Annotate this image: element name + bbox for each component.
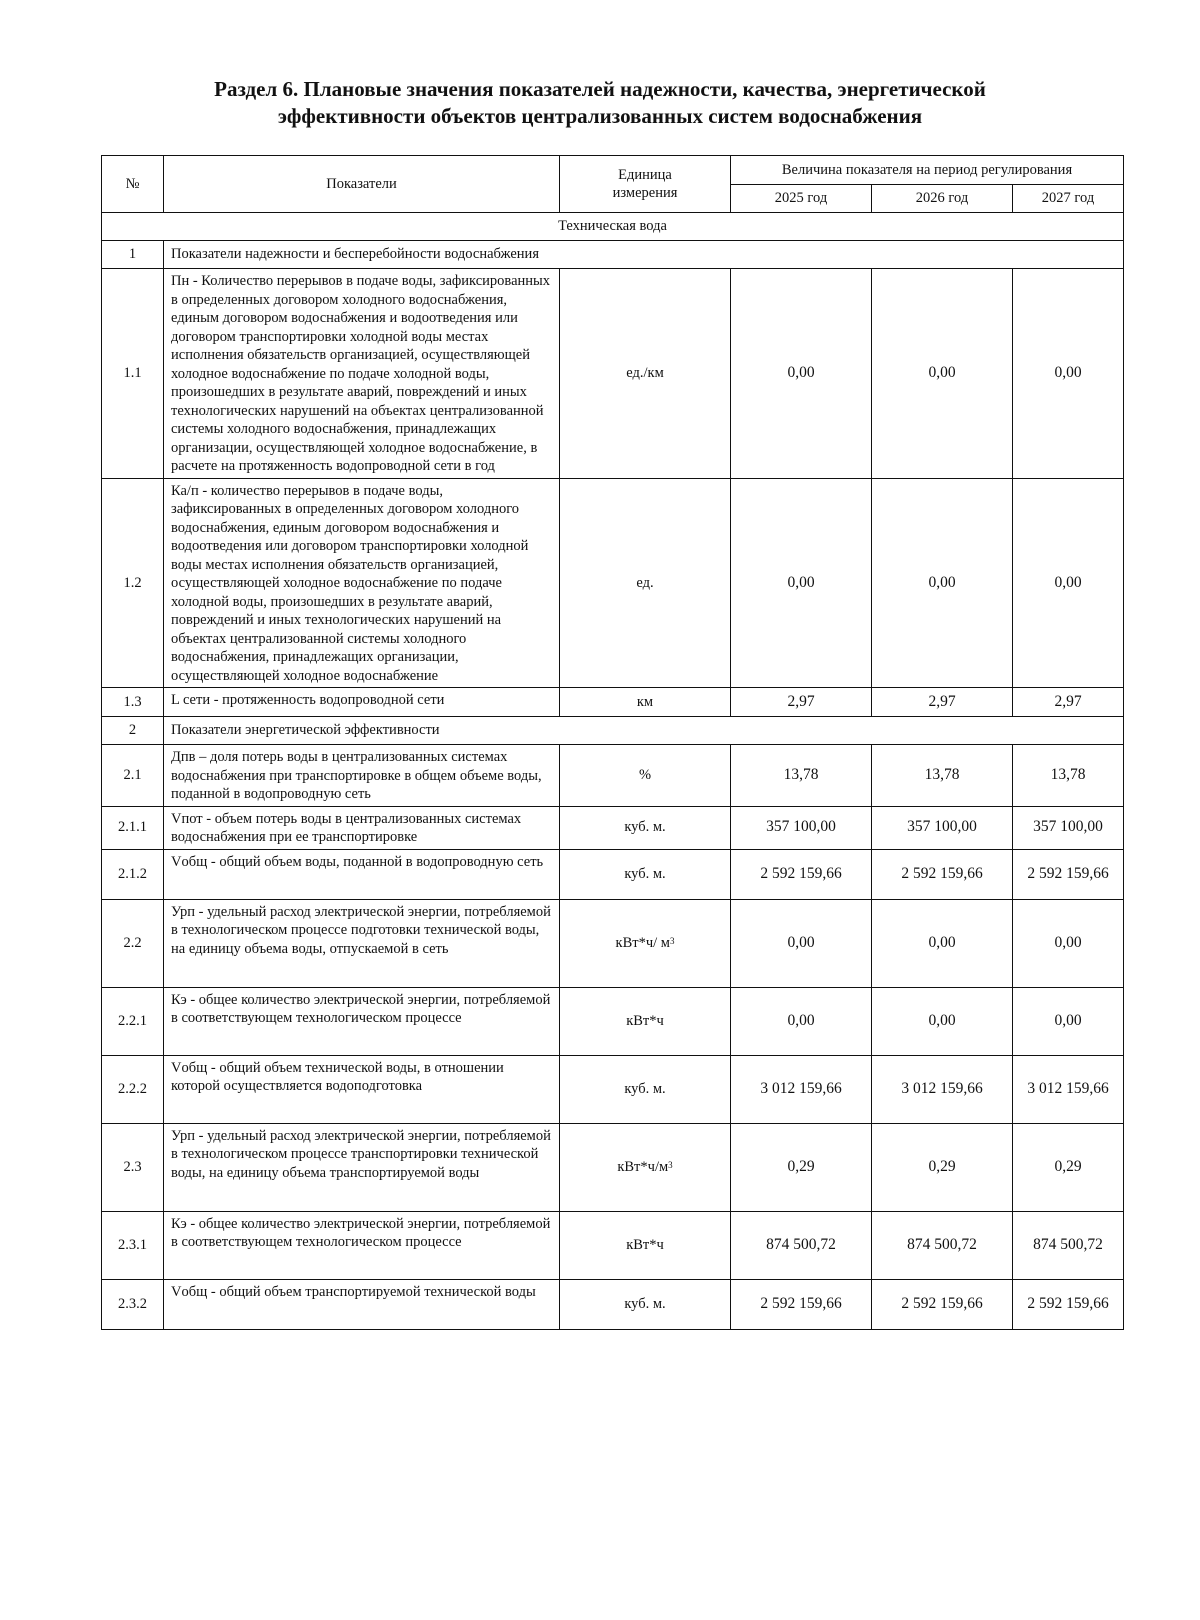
value-2027: 2 592 159,66	[1013, 1279, 1124, 1329]
value-2025: 357 100,00	[731, 806, 872, 849]
value-2027: 2,97	[1013, 688, 1124, 717]
table-row	[102, 745, 1124, 807]
row-no: 2.1	[102, 745, 164, 807]
header-indicators: Показатели	[164, 156, 560, 213]
value-2027: 0,29	[1013, 1123, 1124, 1211]
row-no: 2.3.1	[102, 1211, 164, 1279]
value-2027: 3 012 159,66	[1013, 1055, 1124, 1123]
value-2025: 13,78	[731, 745, 872, 807]
value-2026: 874 500,72	[872, 1211, 1013, 1279]
table-row	[102, 688, 1124, 717]
unit-superscript: 3	[668, 1159, 673, 1170]
row-no: 2.2.2	[102, 1055, 164, 1123]
row-description: Кэ - общее количество электрической энергии, потребляемой в соответствующем технологическом процессе	[164, 987, 560, 1055]
table-row	[102, 806, 1124, 849]
row-description: Урп - удельный расход электрической энергии, потребляемой в технологическом процессе подготовки технической воды, на единицу объема воды, отпускаемой в сеть	[164, 899, 560, 987]
value-2026: 2,97	[872, 688, 1013, 717]
row-unit: куб. м.	[560, 1055, 731, 1123]
row-no: 2.2.1	[102, 987, 164, 1055]
value-2026: 0,29	[872, 1123, 1013, 1211]
value-2026: 3 012 159,66	[872, 1055, 1013, 1123]
unit-superscript: 3	[669, 935, 675, 946]
header-year-2025: 2025 год	[731, 185, 872, 213]
header-no: №	[102, 156, 164, 213]
header-unit-line1: Единица	[618, 166, 672, 183]
row-unit: км	[560, 688, 731, 717]
row-description: Ка/п - количество перерывов в подаче воды, зафиксированных в определенных договором холодного водоснабжения, единым договором водоснабжения и водоотведения или договором транспортировки холодной воды местах исполнения обязательств организацией, осуществляющей холодное водоснабжение по подаче холодной воды, произошедших в результате аварий, повреждений и иных технологических нарушений на объектах централизованной системы холодного водоснабжения, принадлежащих организации, осуществляющей холодное водоснабжение	[164, 478, 560, 688]
value-2025: 2 592 159,66	[731, 849, 872, 899]
header-period: Величина показателя на период регулирования	[731, 156, 1124, 185]
value-2025: 0,00	[731, 269, 872, 479]
row-unit	[560, 899, 731, 987]
row-no: 2.3.2	[102, 1279, 164, 1329]
unit-text: кВт*ч/м	[617, 1158, 669, 1175]
value-2027: 13,78	[1013, 745, 1124, 807]
section-row-2	[102, 717, 1124, 745]
row-description: Vпот - объем потерь воды в централизованных системах водоснабжения при ее транспортировке	[164, 806, 560, 849]
table-row	[102, 1123, 1124, 1211]
row-unit	[560, 1123, 731, 1211]
header-year-2026: 2026 год	[872, 185, 1013, 213]
section-no: 1	[102, 241, 164, 269]
row-unit: кВт*ч	[560, 1211, 731, 1279]
value-2025: 3 012 159,66	[731, 1055, 872, 1123]
value-2025: 0,00	[731, 478, 872, 688]
value-2026: 2 592 159,66	[872, 1279, 1013, 1329]
row-description: L сети - протяженность водопроводной сети	[164, 688, 560, 717]
value-2027: 2 592 159,66	[1013, 849, 1124, 899]
row-unit: куб. м.	[560, 849, 731, 899]
value-2027: 0,00	[1013, 478, 1124, 688]
row-unit: куб. м.	[560, 1279, 731, 1329]
value-2027: 874 500,72	[1013, 1211, 1124, 1279]
row-no: 2.1.2	[102, 849, 164, 899]
value-2025: 0,29	[731, 1123, 872, 1211]
section-title: Показатели энергетической эффективности	[164, 717, 1124, 745]
row-description: Пн - Количество перерывов в подаче воды, зафиксированных в определенных договором холодного водоснабжения, единым договором водоснабжения и водоотведения или договором транспортировки холодной воды местах исполнения обязательств организацией, осуществляющей холодное водоснабжение по подаче холодной воды, произошедших в результате аварий, повреждений и иных технологических нарушений на объектах централизованной системы холодного водоснабжения, принадлежащих организации, осуществляющей холодное водоснабжение, в расчете на протяженность водопроводной сети в год	[164, 269, 560, 479]
table-row	[102, 478, 1124, 688]
row-description: Vобщ - общий объем транспортируемой технической воды	[164, 1279, 560, 1329]
row-description: Кэ - общее количество электрической энергии, потребляемой в соответствующем технологическом процессе	[164, 1211, 560, 1279]
row-no: 1.1	[102, 269, 164, 479]
header-unit	[560, 156, 731, 213]
value-2026: 2 592 159,66	[872, 849, 1013, 899]
table-row	[102, 899, 1124, 987]
category-label: Техническая вода	[102, 213, 1124, 241]
value-2027: 357 100,00	[1013, 806, 1124, 849]
header-unit-line2: измерения	[612, 185, 678, 201]
value-2026: 0,00	[872, 478, 1013, 688]
table-row	[102, 1279, 1124, 1329]
value-2025: 0,00	[731, 899, 872, 987]
row-description: Vобщ - общий объем воды, поданной в водопроводную сеть	[164, 849, 560, 899]
value-2026: 13,78	[872, 745, 1013, 807]
indicators-table	[101, 155, 1124, 1330]
value-2027: 0,00	[1013, 269, 1124, 479]
title-line-1: Раздел 6. Плановые значения показателей надежности, качества, энергетической	[214, 77, 986, 101]
value-2027: 0,00	[1013, 987, 1124, 1055]
header-year-2027: 2027 год	[1013, 185, 1124, 213]
document-title	[120, 76, 1080, 130]
row-description: Урп - удельный расход электрической энергии, потребляемой в технологическом процессе транспортировки технической воды, на единицу объема транспортируемой воды	[164, 1123, 560, 1211]
value-2025: 874 500,72	[731, 1211, 872, 1279]
category-row	[102, 213, 1124, 241]
row-no: 2.3	[102, 1123, 164, 1211]
value-2026: 0,00	[872, 269, 1013, 479]
table-row	[102, 1211, 1124, 1279]
section-row-1	[102, 241, 1124, 269]
value-2025: 2 592 159,66	[731, 1279, 872, 1329]
value-2026: 0,00	[872, 987, 1013, 1055]
value-2026: 357 100,00	[872, 806, 1013, 849]
row-unit: ед./км	[560, 269, 731, 479]
row-unit: %	[560, 745, 731, 807]
row-no: 1.3	[102, 688, 164, 717]
row-no: 1.2	[102, 478, 164, 688]
row-no: 2.2	[102, 899, 164, 987]
table-row	[102, 269, 1124, 479]
value-2026: 0,00	[872, 899, 1013, 987]
row-unit: ед.	[560, 478, 731, 688]
row-no: 2.1.1	[102, 806, 164, 849]
section-no: 2	[102, 717, 164, 745]
table-row	[102, 849, 1124, 899]
row-unit: кВт*ч	[560, 987, 731, 1055]
row-unit: куб. м.	[560, 806, 731, 849]
table-row	[102, 987, 1124, 1055]
unit-text: кВт*ч/ м	[615, 934, 670, 951]
value-2025: 0,00	[731, 987, 872, 1055]
value-2025: 2,97	[731, 688, 872, 717]
title-line-2: эффективности объектов централизованных систем водоснабжения	[277, 104, 923, 128]
row-description: Vобщ - общий объем технической воды, в отношении которой осуществляется водоподготовка	[164, 1055, 560, 1123]
section-title: Показатели надежности и бесперебойности водоснабжения	[164, 241, 1124, 269]
value-2027: 0,00	[1013, 899, 1124, 987]
row-description: Дпв – доля потерь воды в централизованных системах водоснабжения при транспортировке в общем объеме воды, поданной в водопроводную сеть	[164, 745, 560, 807]
table-row	[102, 1055, 1124, 1123]
